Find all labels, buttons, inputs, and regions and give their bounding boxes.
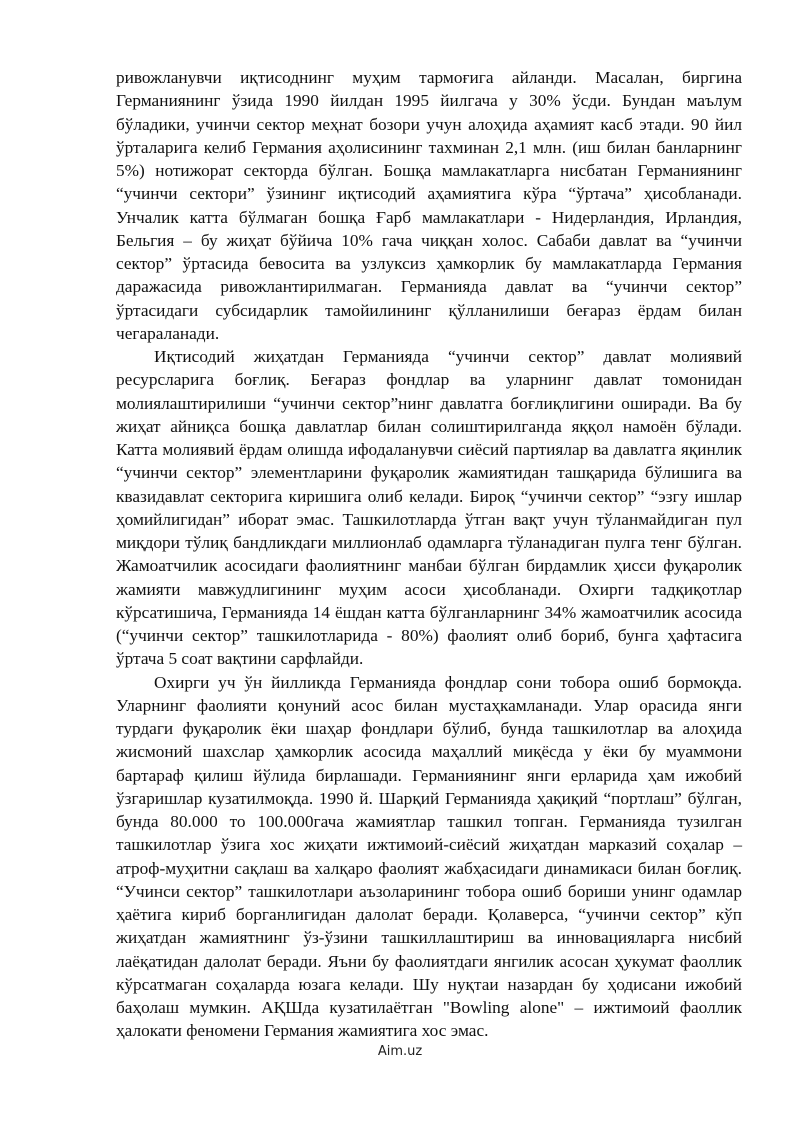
paragraph-1: ривожланувчи иқтисоднинг муҳим тармоғига айланди. Масалан, биргина Германиянинг ўзида 1990 йилдан 1995 йилгача у 30% ўсди. Бундан маълум бўладики, учинчи сектор меҳнат бозори учун алоҳида аҳамият касб этади. 90 йил ўрталарига келиб Германия аҳолисининг тахминан 2,1 млн. (иш билан банларнинг 5%) нотижорат секторда бўлган. Бошқа мамлакатларга нисбатан Германиянинг “учинчи сектори” ўзининг иқтисодий аҳамиятига кўра “ўртача” ҳисобланади. Унчалик катта бўлмаган бошқа Ғарб мамлакатлари - Нидерландия, Ирландия, Бельгия – бу жиҳат бўйича 10% гача чиққан холос. Сабаби давлат ва “учинчи сектор” ўртасида бевосита ва узлуксиз ҳамкорлик бу мамлакатларда Германия даражасида ривожлантирилмаган. Германияда давлат ва “учинчи сектор” ўртасидаги субсидарлик тамойилининг қўлланилиши беғараз ёрдам билан чегараланади. bbox=[116, 68, 742, 343]
paragraph-3: Охирги уч ўн йилликда Германияда фондлар сони тобора ошиб бормоқда. Уларнинг фаолияти қонуний асос билан мустаҳкамланади. Улар орасида янги турдаги фуқаролик ёки шаҳар фондлари бўлиб, бунда ташкилотлар ва алоҳида жисмоний шахслар ҳамкорлик асосида маҳаллий миқёсда у ёки бу муаммони бартараф қилиш йўлида бирлашади. Германиянинг янги ерларида ҳам ижобий ўзгаришлар кузатилмоқда. 1990 й. Шарқий Германияда ҳақиқий “портлаш” бўлган, бунда 80.000 то 100.000гача жамиятлар ташкил топган. Германияда тузилган ташкилотлар ўзига хос жиҳати ижтимоий-сиёсий жиҳатдан марказий соҳалар – атроф-муҳитни сақлаш ва халқаро фаолият жабҳасидаги динамикаси билан боғлиқ. “Учинси сектор” ташкилотлари аъзоларининг тобора ошиб бориши унинг одамлар ҳаётига кириб борганлигидан далолат беради. Қолаверса, “учинчи сектор” кўп жиҳатдан жамиятнинг ўз-ўзини ташкиллаштириш ва инновацияларга нисбий лаёқатидан далолат беради. Яъни бу фаолиятдаги янгилик асосан ҳукумат фаоллик кўрсатмаган соҳаларда юзага келади. Шу нуқтаи назардан бу ҳодисани ижобий баҳолаш мумкин. АҚШда кузатилаётган "Bowling alone" – ижтимоий фаоллик ҳалокати феномени Германия жамиятига хос эмас. bbox=[116, 672, 742, 1041]
page-footer[interactable]: Aim.uz bbox=[377, 1044, 423, 1059]
paragraph-2: Иқтисодий жиҳатдан Германияда “учинчи сектор” давлат молиявий ресурсларига боғлиқ. Беғараз фондлар ва уларнинг давлат томонидан молиялаштирилиши “учинчи сектор”нинг давлатга боғлиқлигини оширади. Ва бу жиҳат айниқса бошқа давлатлар билан солиштирилганда яққол намоён бўлади. Катта молиявий ёрдам олишда ифодаланувчи сиёсий партиялар ва давлатга яқинлик “учинчи сектор” элементларини фуқаролик жамиятидан ташқарида бўлишига ва квазидавлат секторига киришига олиб келади. Бироқ “учинчи сектор” “эзгу ишлар ҳомийлигидан” иборат эмас. Ташкилотларда ўтган вақт учун тўланмайдиган пул миқдори тўлиқ бандликдаги миллионлаб одамларга тўланадиган пулга тенг бўлган. Жамоатчилик асосидаги фаолиятнинг манбаи бўлган бирдамлик ҳисси фуқаролик жамияти мавжудлигининг муҳим асоси ҳисобланади. Охирги тадқиқотлар кўрсатишича, Германияда 14 ёшдан катта бўлганларнинг 34% жамоатчилик асосида (“учинчи сектор” ташкилотларида - 80%) фаолият олиб бориб, бунга ҳафтасига ўртача 5 соат вақтини сарфлайди. bbox=[116, 347, 742, 669]
document-body bbox=[116, 66, 742, 1043]
